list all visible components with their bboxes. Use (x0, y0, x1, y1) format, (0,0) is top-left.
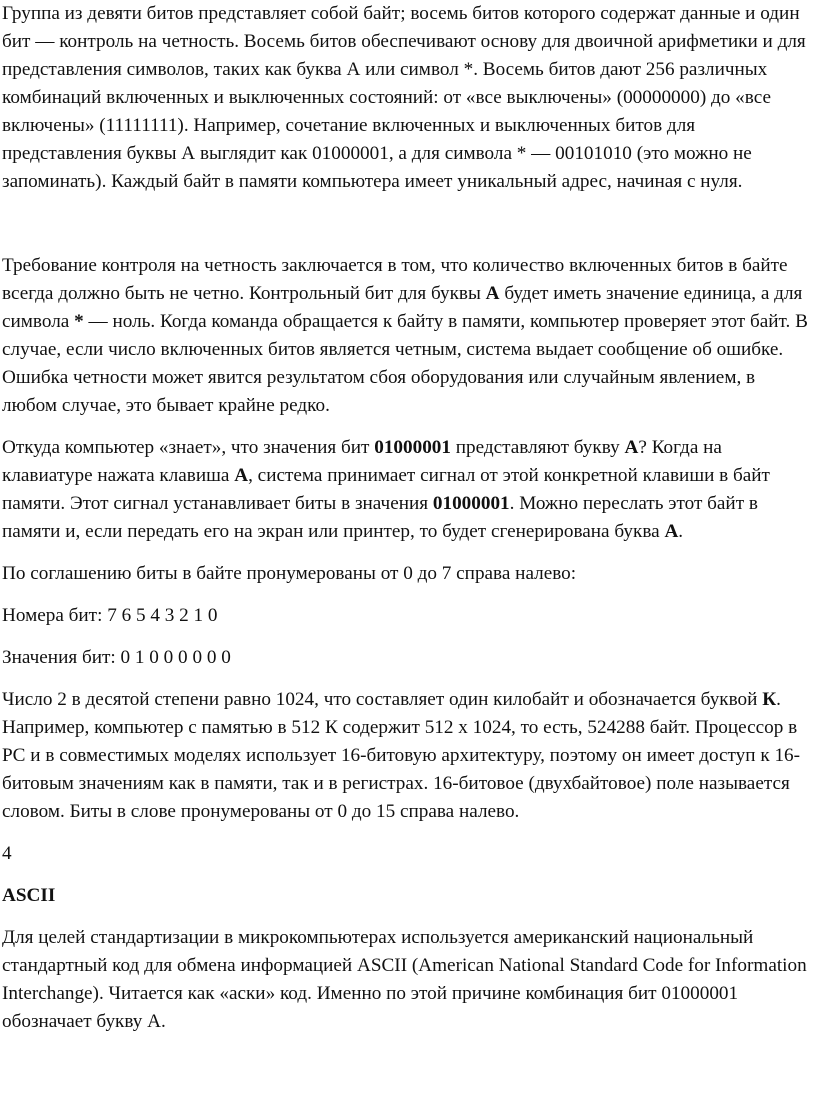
text-run: Откуда компьютер «знает», что значения бит (2, 437, 375, 458)
bold-bits: 01000001 (374, 437, 451, 458)
page-number: 4 (2, 843, 12, 864)
bold-letter-a: А (485, 283, 500, 304)
paragraph-kilobyte (2, 686, 814, 826)
text-run: , система принимает сигнал от этой конкретной клавиши в байт памяти. Этот сигнал устанавливает биты в значения (2, 465, 770, 514)
section-heading-ascii: ASCII (2, 885, 56, 906)
document-page (2, 0, 814, 1050)
text-run: . (678, 521, 684, 542)
blank-space (2, 196, 814, 252)
paragraph-bit-numbers: Номера бит: 7 6 5 4 3 2 1 0 (2, 605, 218, 626)
paragraph-byte-intro: Группа из девяти битов представляет собой байт; восемь битов которого содержат данные и один бит — контроль на четность. Восемь битов обеспечивают основу для двоичной арифметики и для представления символов, таких как буква А или символ *. Восемь битов дают 256 различных комбинаций включенных и выключенных состояний: от «все выключены» (00000000) до «все включены» (11111111). Например, сочетание включенных и выключенных битов для представления буквы А выглядит как 01000001, а для символа * — 00101010 (это можно не запоминать). Каждый байт в памяти компьютера имеет уникальный адрес, начиная с нуля. (2, 3, 806, 192)
text-run: представляют букву (450, 437, 625, 458)
text-run: Число 2 в десятой степени равно 1024, что составляет один килобайт и обозначается буквой (2, 689, 763, 710)
paragraph-parity (2, 252, 814, 420)
text-run: Требование контроля на четность заключается в том, что количество включенных битов в байте всегда должно быть не четно. Контрольный бит для буквы (2, 255, 788, 304)
paragraph-ascii: Для целей стандартизации в микрокомпьютерах используется американский национальный стандартный код для обмена информацией ASCII (American National Standard Code for Information Interchange). Читается как «аски» код. Именно по этой причине комбинация бит 01000001 обозначает букву А. (2, 927, 807, 1032)
text-run: ? Когда на клавиатуре нажата клавиша (2, 437, 722, 486)
bold-letter-a: А (234, 465, 249, 486)
text-run: — ноль. Когда команда обращается к байту в памяти, компьютер проверяет этот байт. В случае, если число включенных битов является четным, система выдает сообщение об ошибке. Ошибка четности может явится результатом сбоя оборудования или случайным явлением, в любом случае, это бывает крайне редко. (2, 311, 808, 416)
bold-bits: 01000001 (432, 493, 510, 514)
bold-letter-k: К (762, 689, 777, 710)
paragraph-bit-numbering: По соглашению биты в байте пронумерованы от 0 до 7 справа налево: (2, 563, 577, 584)
bold-letter-a: А (624, 437, 639, 458)
paragraph-bit-values: Значения бит: 0 1 0 0 0 0 0 0 (2, 647, 231, 668)
text-run: . Например, компьютер с памятью в 512 К содержит 512 х 1024, то есть, 524288 байт. Процессор в PC и в совместимых моделях использует 16-битовую архитектуру, поэтому он имеет доступ к 16-битовым значениям как в памяти, так и в регистрах. 16-битовое (двухбайтовое) поле называется словом. Биты в слове пронумерованы от 0 до 15 справа налево. (2, 689, 801, 822)
text-run: . Можно переслать этот байт в памяти и, если передать его на экран или принтер, то будет сгенерирована буква (2, 493, 758, 542)
paragraph-keyboard (2, 434, 814, 546)
bold-asterisk: * (74, 311, 84, 332)
bold-letter-a: А (664, 521, 679, 542)
text-run: будет иметь значение единица, а для символа (2, 283, 803, 332)
